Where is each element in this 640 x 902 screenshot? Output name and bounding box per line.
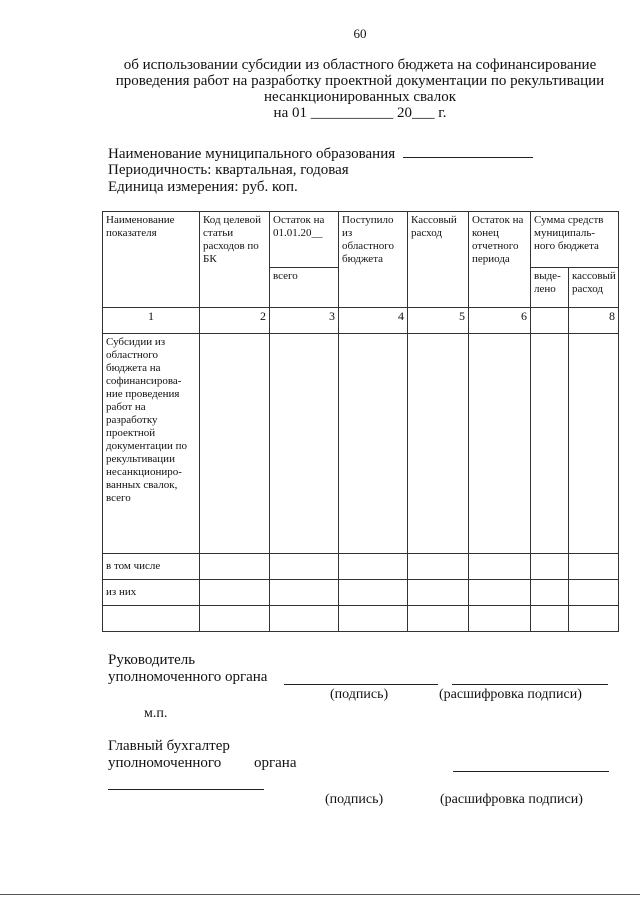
column-number: 1 bbox=[103, 308, 200, 334]
decode-caption: (расшифровка подписи) bbox=[439, 687, 582, 702]
row-label: из них bbox=[103, 580, 200, 606]
stamp-place: м.п. bbox=[144, 706, 168, 721]
municipality-label: Наименование муниципального образования bbox=[108, 146, 396, 162]
table-cell bbox=[531, 580, 569, 606]
head-title: Руководитель bbox=[108, 652, 196, 668]
table-cell bbox=[469, 334, 531, 554]
decode-caption: (расшифровка подписи) bbox=[440, 792, 583, 807]
header-cash-expense: кассовый расход bbox=[569, 268, 619, 308]
municipality-row bbox=[108, 145, 533, 163]
table-cell bbox=[569, 334, 619, 554]
table-cell bbox=[469, 554, 531, 580]
column-number: 6 bbox=[469, 308, 531, 334]
table-cell bbox=[408, 334, 469, 554]
header-balance-end: Остаток на конец отчетного периода bbox=[469, 212, 531, 308]
table-cell bbox=[569, 580, 619, 606]
column-number-row bbox=[103, 308, 619, 334]
column-number: 3 bbox=[270, 308, 339, 334]
header-code: Код целевой статьи расходов по БК bbox=[200, 212, 270, 308]
header-cash: Кассовый расход bbox=[408, 212, 469, 308]
table-cell bbox=[469, 606, 531, 632]
signature-caption: (подпись) bbox=[330, 687, 389, 702]
signature-caption: (подпись) bbox=[325, 792, 384, 807]
municipality-blank bbox=[403, 145, 533, 158]
table-cell bbox=[270, 606, 339, 632]
report-table bbox=[102, 211, 619, 632]
row-label bbox=[103, 606, 200, 632]
header-received: Поступило из областного бюджета bbox=[339, 212, 408, 308]
accountant-signature-line bbox=[108, 789, 264, 790]
accountant-organ-a: уполномоченного bbox=[108, 755, 222, 771]
table-cell bbox=[408, 606, 469, 632]
accountant-title: Главный бухгалтер bbox=[108, 738, 230, 754]
head-label bbox=[108, 652, 267, 686]
column-number: 8 bbox=[569, 308, 619, 334]
table-cell bbox=[469, 580, 531, 606]
column-number: 2 bbox=[200, 308, 270, 334]
table-cell bbox=[531, 334, 569, 554]
header-balance-total: всего bbox=[270, 268, 339, 308]
header-municipal: Сумма средств муниципаль-ного бюджета bbox=[531, 212, 619, 268]
table-cell bbox=[270, 554, 339, 580]
table-cell bbox=[270, 580, 339, 606]
table-cell bbox=[531, 606, 569, 632]
table-row bbox=[103, 554, 619, 580]
table-cell bbox=[200, 580, 270, 606]
table-cell bbox=[569, 554, 619, 580]
table-cell bbox=[270, 334, 339, 554]
header-balance: Остаток на 01.01.20__ bbox=[270, 212, 339, 268]
document-title bbox=[100, 57, 620, 121]
page-edge-line bbox=[0, 894, 640, 895]
table-cell bbox=[339, 334, 408, 554]
unit-of-measure: Единица измерения: руб. коп. bbox=[108, 179, 298, 195]
title-date-line: на 01 ___________ 20___ г. bbox=[273, 105, 447, 121]
title-line-2: проведения работ на разработку проектной документации по рекультивации bbox=[115, 73, 605, 89]
header-indicator: Наименование показателя bbox=[103, 212, 200, 308]
periodicity: Периодичность: квартальная, годовая bbox=[108, 162, 349, 178]
accountant-decode-line bbox=[453, 771, 609, 772]
table-cell bbox=[569, 606, 619, 632]
table-row bbox=[103, 580, 619, 606]
table-cell bbox=[200, 606, 270, 632]
row-label: в том числе bbox=[103, 554, 200, 580]
title-line-1: об использовании субсидии из областного бюджета на софинансирование bbox=[123, 57, 597, 73]
table-cell bbox=[408, 580, 469, 606]
table-row bbox=[103, 606, 619, 632]
table-cell bbox=[408, 554, 469, 580]
head-signature-line bbox=[284, 684, 438, 685]
title-line-3: несанкционированных свалок bbox=[263, 89, 456, 105]
table-cell bbox=[200, 554, 270, 580]
header-allocated: выде-лено bbox=[531, 268, 569, 308]
accountant-organ-b: органа bbox=[254, 755, 297, 771]
row-label: Субсидии из областного бюджета на софинансирова-ние проведения работ на разработку проектной документации по рекультивации несанкциониро-ванных свалок, всего bbox=[103, 334, 200, 554]
page-number: 60 bbox=[353, 26, 367, 41]
table-cell bbox=[200, 334, 270, 554]
column-number bbox=[531, 308, 569, 334]
table-row bbox=[103, 334, 619, 554]
table-cell bbox=[339, 554, 408, 580]
table-cell bbox=[531, 554, 569, 580]
table-cell bbox=[339, 606, 408, 632]
head-decode-line bbox=[452, 684, 608, 685]
column-number: 4 bbox=[339, 308, 408, 334]
head-organ: уполномоченного органа bbox=[108, 669, 268, 685]
column-number: 5 bbox=[408, 308, 469, 334]
table-cell bbox=[339, 580, 408, 606]
